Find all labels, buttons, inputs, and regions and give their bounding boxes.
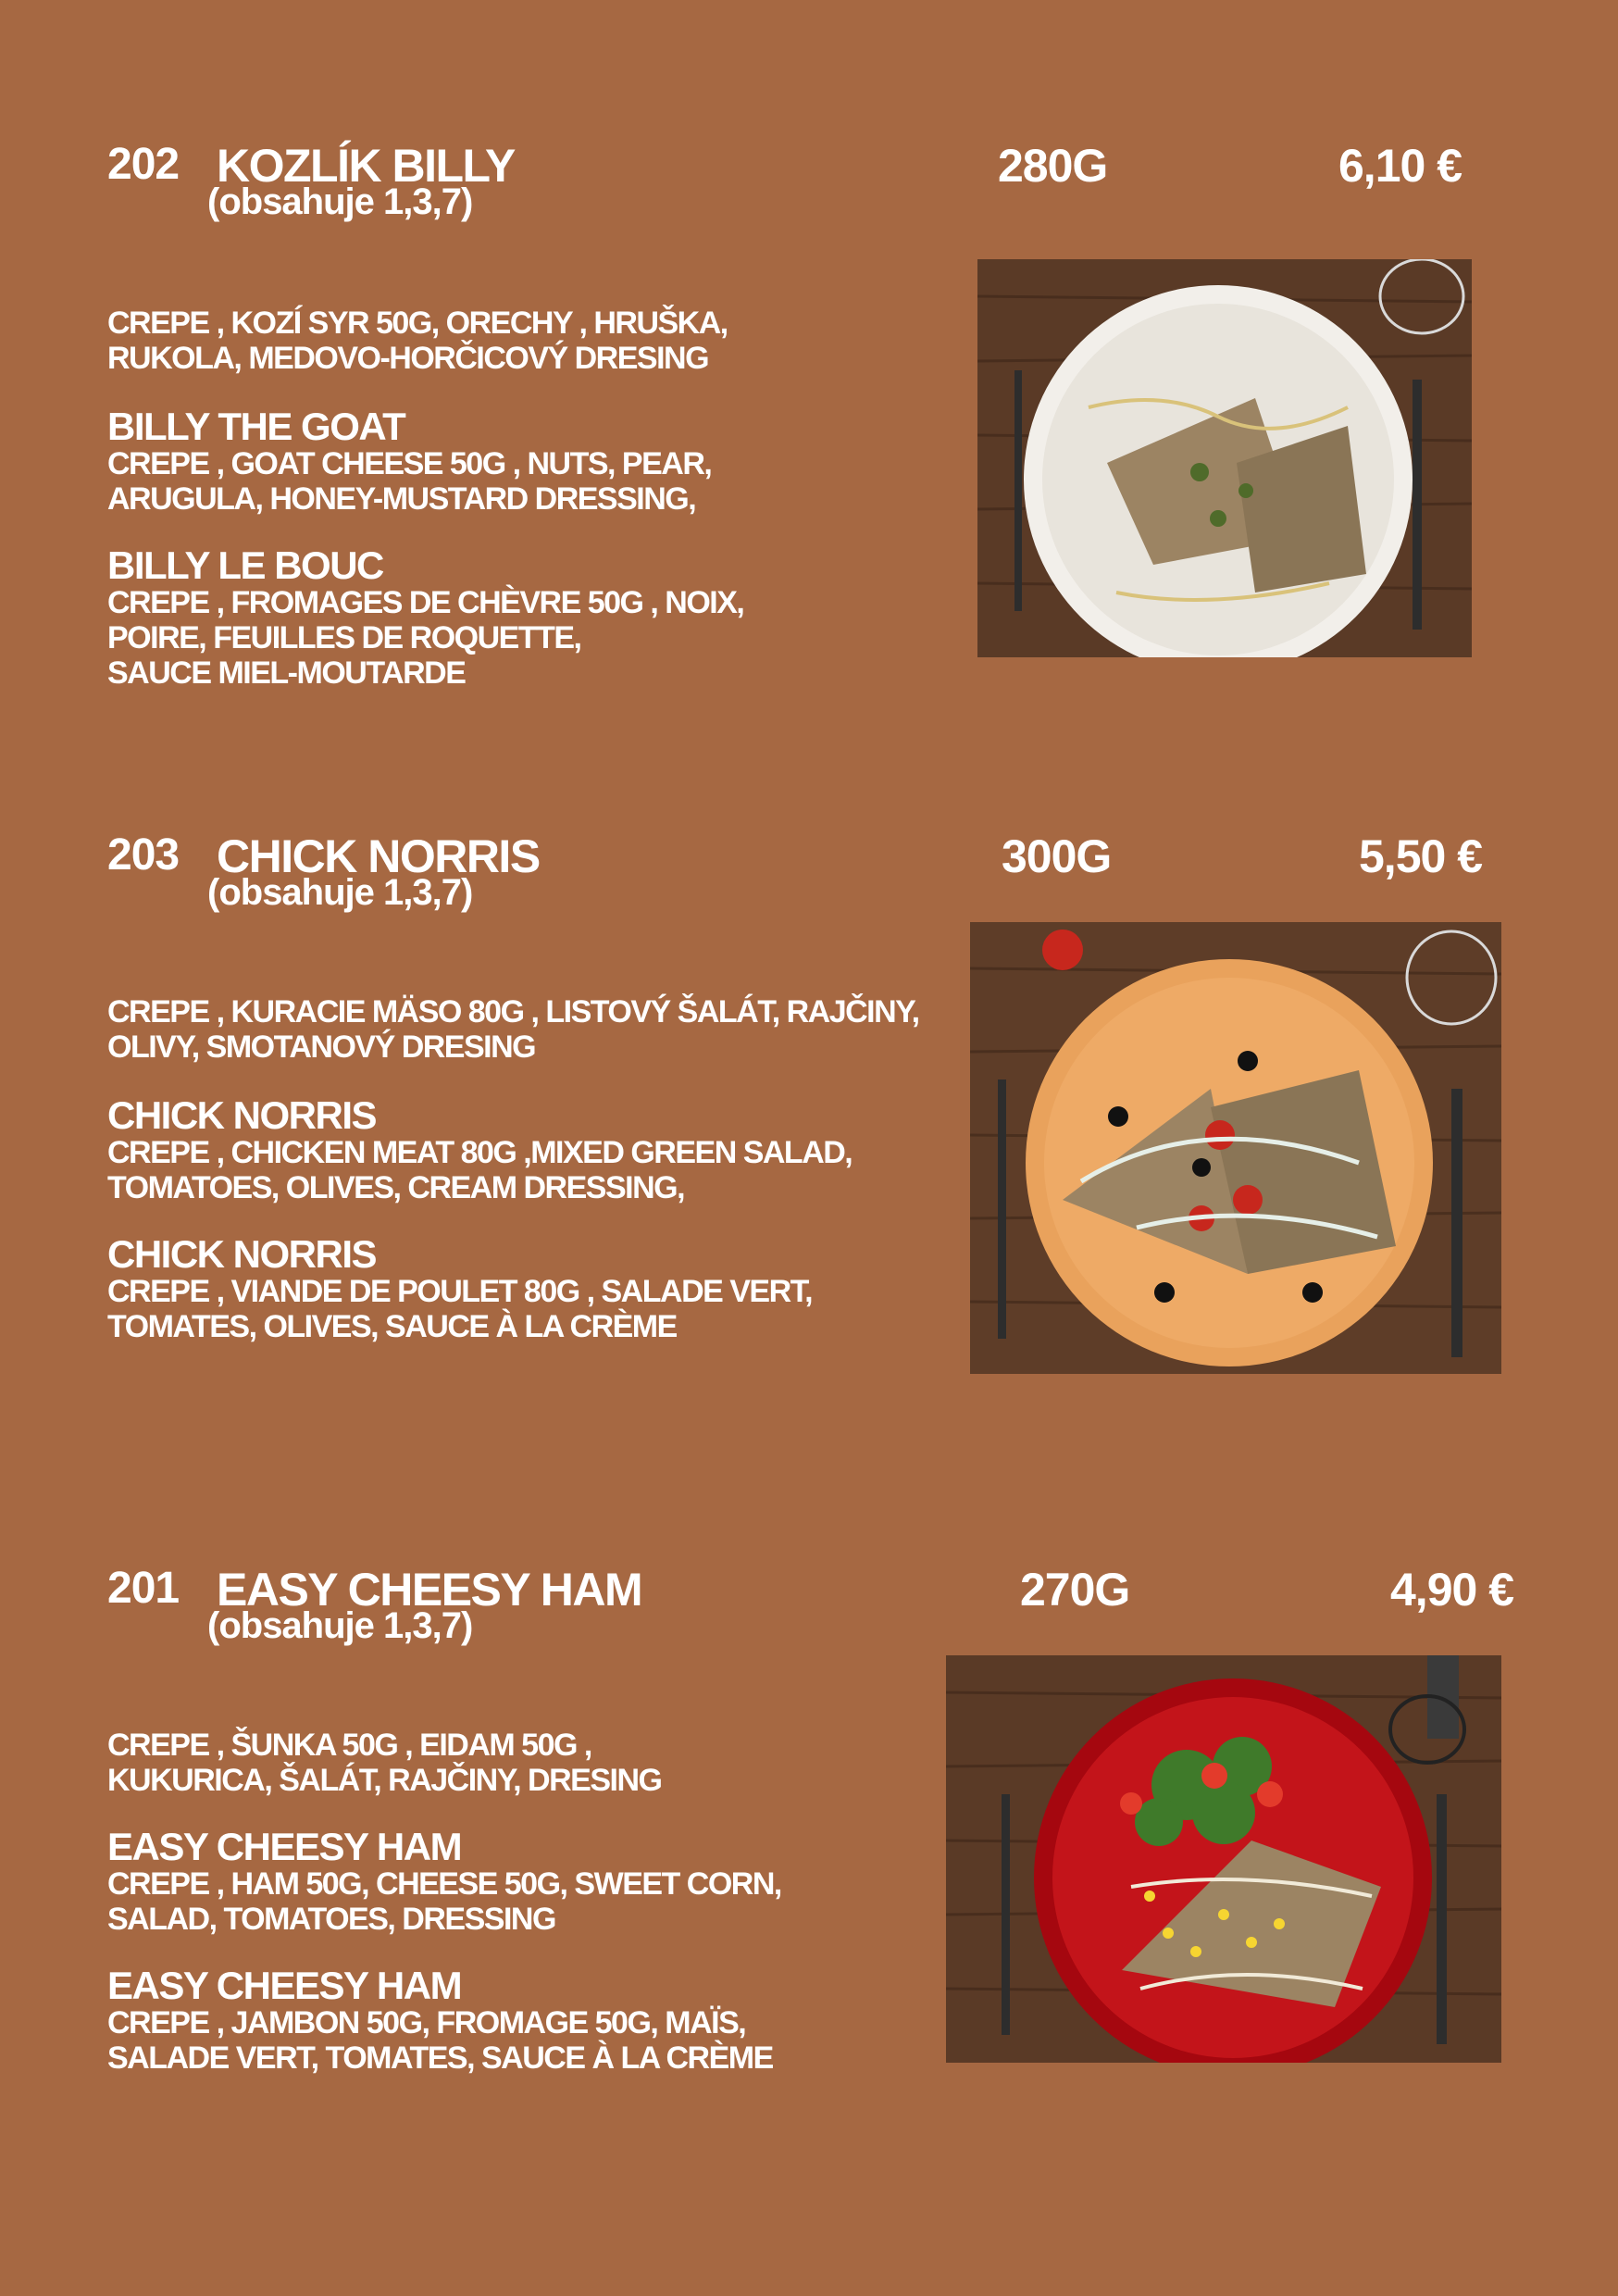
description-line: CREPE , VIANDE DE POULET 80G , SALADE VERT, xyxy=(107,1274,813,1309)
description-line: TOMATES, OLIVES, SAUCE À LA CRÈME xyxy=(107,1309,677,1344)
description-line: CREPE , CHICKEN MEAT 80G ,MIXED GREEN SALAD, xyxy=(107,1135,853,1170)
description-sk xyxy=(107,994,919,1065)
item-number: 201 xyxy=(107,1564,180,1613)
description-title: BILLY LE BOUC xyxy=(107,543,383,587)
description-line: SALAD, TOMATOES, DRESSING xyxy=(107,1902,555,1937)
item-weight: 270G xyxy=(1020,1564,1130,1616)
item-number: 202 xyxy=(107,140,180,189)
description-line: CREPE , JAMBON 50G, FROMAGE 50G, MAÏS, xyxy=(107,2005,746,2040)
description-line: KUKURICA, ŠALÁT, RAJČINY, DRESING xyxy=(107,1763,662,1798)
description-line: CREPE , KOZÍ SYR 50G, ORECHY , HRUŠKA, xyxy=(107,306,728,341)
item-allergens: (obsahuje 1,3,7) xyxy=(207,1605,473,1646)
item-name: KOZLÍK BILLY xyxy=(217,140,515,192)
item-price: 6,10 € xyxy=(1338,140,1462,192)
description-title: CHICK NORRIS xyxy=(107,1232,377,1276)
description-title: EASY CHEESY HAM xyxy=(107,1964,462,2007)
description-title: BILLY THE GOAT xyxy=(107,405,405,448)
description-line: POIRE, FEUILLES DE ROQUETTE, xyxy=(107,620,581,655)
item-name: CHICK NORRIS xyxy=(217,830,540,882)
menu-item-202 xyxy=(0,139,1618,741)
description-title: CHICK NORRIS xyxy=(107,1093,377,1137)
description-en xyxy=(107,1093,853,1205)
description-line: CREPE , KURACIE MÄSO 80G , LISTOVÝ ŠALÁT, RAJČINY, xyxy=(107,994,919,1029)
menu-item-201 xyxy=(0,1563,1618,2165)
description-en xyxy=(107,407,711,517)
description-line: CREPE , HAM 50G, CHEESE 50G, SWEET CORN, xyxy=(107,1866,781,1902)
description-fr xyxy=(107,1966,773,2076)
description-en xyxy=(107,1825,781,1937)
description-line: SALADE VERT, TOMATES, SAUCE À LA CRÈME xyxy=(107,2040,773,2076)
item-price: 4,90 € xyxy=(1390,1564,1514,1616)
crepe-ham-cheese-plate-photo xyxy=(946,1655,1501,2063)
description-line: RUKOLA, MEDOVO-HORČICOVÝ DRESING xyxy=(107,341,709,376)
description-line: TOMATOES, OLIVES, CREAM DRESSING, xyxy=(107,1170,685,1205)
description-title: EASY CHEESY HAM xyxy=(107,1825,462,1868)
description-line: ARUGULA, HONEY-MUSTARD DRESSING, xyxy=(107,481,696,517)
description-line: SAUCE MIEL-MOUTARDE xyxy=(107,655,466,691)
description-line: CREPE , GOAT CHEESE 50G , NUTS, PEAR, xyxy=(107,446,712,481)
crepe-goat-cheese-plate-photo xyxy=(977,259,1472,657)
item-weight: 280G xyxy=(998,140,1108,192)
item-allergens: (obsahuje 1,3,7) xyxy=(207,181,473,222)
description-line: CREPE , FROMAGES DE CHÈVRE 50G , NOIX, xyxy=(107,585,744,620)
item-price: 5,50 € xyxy=(1359,830,1483,882)
item-number: 203 xyxy=(107,830,180,880)
description-fr xyxy=(107,1232,813,1344)
crepe-chicken-plate-photo xyxy=(970,922,1501,1374)
description-sk xyxy=(107,306,728,376)
description-fr xyxy=(107,543,744,691)
description-line: CREPE , ŠUNKA 50G , EIDAM 50G , xyxy=(107,1728,591,1763)
item-allergens: (obsahuje 1,3,7) xyxy=(207,872,473,913)
description-sk xyxy=(107,1728,661,1798)
menu-item-203 xyxy=(0,830,1618,1431)
item-weight: 300G xyxy=(1002,830,1112,882)
description-line: OLIVY, SMOTANOVÝ DRESING xyxy=(107,1029,536,1065)
item-name: EASY CHEESY HAM xyxy=(217,1564,642,1616)
